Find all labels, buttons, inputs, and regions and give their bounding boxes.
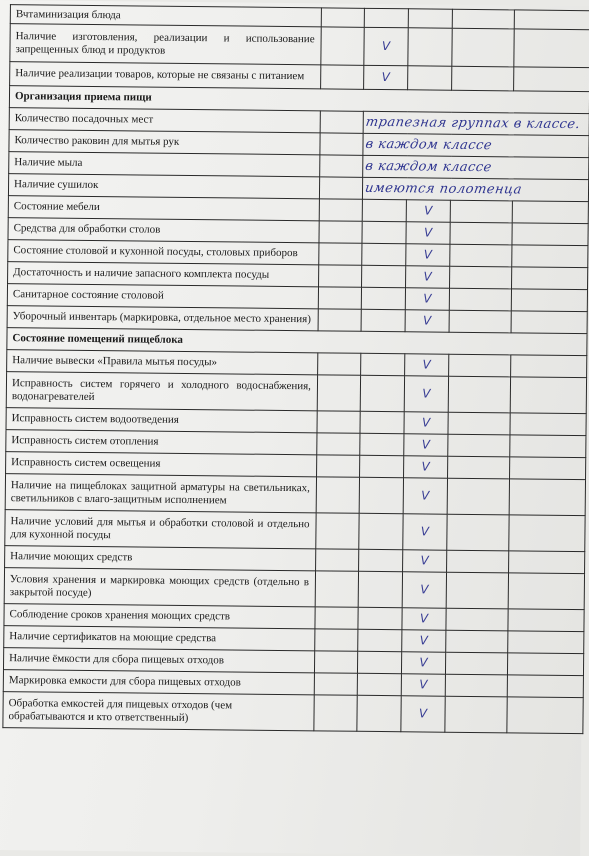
- empty-cell: [315, 571, 358, 607]
- row-label: Состояние мебели: [8, 196, 319, 221]
- empty-cell: [448, 412, 510, 435]
- empty-cell: [316, 549, 359, 571]
- row-label: Наличие на пищеблоках защитной арматуры на светильниках, светильников с влаго-защитным исполнением: [5, 474, 316, 513]
- empty-cell: [447, 550, 509, 573]
- empty-cell: [448, 434, 510, 457]
- empty-cell: [511, 311, 587, 334]
- empty-cell: [320, 111, 363, 133]
- empty-cell: [317, 375, 360, 411]
- empty-cell: [446, 572, 508, 609]
- checklist-row: [6, 372, 586, 414]
- empty-cell: [319, 199, 362, 221]
- empty-cell: [452, 66, 514, 91]
- empty-cell: [318, 309, 361, 331]
- empty-cell: [512, 223, 588, 246]
- check-mark: V: [403, 478, 447, 514]
- empty-cell: [511, 355, 587, 378]
- empty-cell: [357, 673, 401, 695]
- empty-cell: [512, 201, 588, 224]
- empty-cell: [446, 608, 508, 631]
- empty-cell: [448, 376, 510, 413]
- empty-cell: [362, 199, 406, 221]
- row-label: Исправность систем горячего и холодного водоснабжения, водонагревателей: [6, 372, 317, 411]
- empty-cell: [509, 515, 585, 552]
- check-mark: V: [404, 376, 448, 412]
- handwritten-note-text: имеются полотенца: [363, 180, 524, 198]
- handwritten-note: [363, 155, 589, 179]
- check-mark: V: [406, 266, 450, 288]
- empty-cell: [315, 607, 358, 629]
- check-mark: V: [403, 514, 447, 550]
- row-label: Вчтаминизация блюда: [10, 5, 321, 27]
- check-mark: V: [403, 550, 447, 572]
- handwritten-note: [363, 111, 589, 135]
- check-mark: V: [401, 696, 445, 732]
- empty-cell: [510, 457, 586, 480]
- checklist-row: [3, 692, 583, 734]
- empty-cell: [319, 265, 362, 287]
- empty-cell: [321, 8, 364, 27]
- empty-cell: [447, 478, 509, 515]
- empty-cell: [509, 551, 585, 574]
- empty-cell: [362, 221, 406, 243]
- check-mark: V: [406, 222, 450, 244]
- empty-cell: [360, 433, 404, 455]
- empty-cell: [314, 695, 357, 731]
- empty-cell: [509, 479, 585, 516]
- empty-cell: [450, 266, 512, 289]
- handwritten-note-text: трапезная группах в классе.: [364, 114, 582, 133]
- empty-cell: [510, 377, 586, 414]
- check-mark: V: [402, 630, 446, 652]
- check-mark: V: [405, 310, 449, 332]
- row-label: Достаточность и наличие запасного комплекта посуды: [8, 262, 319, 287]
- row-label: Наличие ёмкости для сбора пищевых отходов: [3, 648, 314, 673]
- empty-cell: [316, 477, 359, 513]
- row-label: Наличие моющих средств: [5, 546, 316, 571]
- row-label: Количество посадочных мест: [9, 108, 320, 133]
- check-mark: V: [402, 608, 446, 630]
- empty-cell: [508, 573, 584, 610]
- handwritten-note-text: в каждом классе: [364, 158, 493, 176]
- handwritten-note: [363, 133, 589, 157]
- empty-cell: [514, 10, 589, 30]
- row-label: Наличие реализации товаров, которые не связаны с питанием: [10, 62, 321, 89]
- empty-cell: [512, 245, 588, 268]
- checklist-row: [4, 568, 584, 610]
- empty-cell: [450, 244, 512, 267]
- check-mark: V: [406, 244, 450, 266]
- empty-cell: [361, 309, 405, 331]
- empty-cell: [408, 66, 452, 90]
- empty-cell: [362, 243, 406, 265]
- row-label: Исправность систем водоотведения: [6, 408, 317, 433]
- check-mark: V: [401, 674, 445, 696]
- empty-cell: [358, 571, 402, 607]
- check-mark: V: [404, 434, 448, 456]
- checklist-row: [5, 510, 585, 552]
- empty-cell: [408, 9, 452, 28]
- row-label: Наличие изготовления, реализации и использование запрещенных блюд и продуктов: [10, 24, 321, 65]
- empty-cell: [317, 455, 360, 477]
- empty-cell: [357, 651, 401, 673]
- empty-cell: [362, 265, 406, 287]
- empty-cell: [360, 455, 404, 477]
- handwritten-note: [362, 177, 588, 201]
- empty-cell: [320, 155, 363, 177]
- empty-cell: [319, 177, 362, 199]
- empty-cell: [508, 609, 584, 632]
- empty-cell: [448, 456, 510, 479]
- row-label: Наличие сушилок: [8, 174, 319, 199]
- row-label: Количество раковин для мытья рук: [9, 130, 320, 155]
- empty-cell: [514, 29, 589, 68]
- empty-cell: [321, 27, 364, 65]
- check-mark: V: [406, 200, 450, 222]
- check-mark: V: [404, 412, 448, 434]
- row-label: Условия хранения и маркировка моющих средств (отдельно в закрытой посуде): [4, 568, 315, 607]
- empty-cell: [318, 287, 361, 309]
- empty-cell: [449, 354, 511, 377]
- empty-cell: [512, 267, 588, 290]
- row-label: Наличие вывески «Правила мытья посуды»: [7, 350, 318, 375]
- row-label: Обработка емкостей для пищевых отходов (чем обрабатываются и кто ответственный): [3, 692, 314, 731]
- row-label: Наличие сертификатов на моющие средства: [4, 626, 315, 651]
- check-mark: V: [404, 456, 448, 478]
- handwritten-note-text: в каждом классе: [364, 136, 494, 154]
- empty-cell: [360, 411, 404, 433]
- row-label: Исправность систем освещения: [6, 452, 317, 477]
- empty-cell: [507, 675, 583, 698]
- row-label: Наличие мыла: [9, 152, 320, 177]
- empty-cell: [357, 695, 401, 731]
- empty-cell: [317, 433, 360, 455]
- row-label: Наличие условий для мытья и обработки столовой и отдельно для кухонной посуды: [5, 510, 316, 549]
- empty-cell: [314, 651, 357, 673]
- empty-cell: [358, 629, 402, 651]
- check-mark: V: [405, 354, 449, 376]
- empty-cell: [359, 477, 403, 513]
- empty-cell: [446, 630, 508, 653]
- empty-cell: [452, 28, 514, 67]
- empty-cell: [359, 513, 403, 549]
- row-label: Состояние столовой и кухонной посуды, столовых приборов: [8, 240, 319, 265]
- empty-cell: [514, 67, 589, 92]
- empty-cell: [361, 353, 405, 375]
- row-label: Исправность систем отопления: [6, 430, 317, 455]
- empty-cell: [445, 696, 507, 733]
- empty-cell: [359, 549, 403, 571]
- empty-cell: [511, 289, 587, 312]
- empty-cell: [507, 653, 583, 676]
- empty-cell: [320, 133, 363, 155]
- check-mark: V: [405, 288, 449, 310]
- empty-cell: [315, 629, 358, 651]
- checklist-row: [10, 24, 589, 68]
- section-title: Состояние помещений пищеблока: [7, 328, 587, 356]
- empty-cell: [445, 652, 507, 675]
- empty-cell: [314, 673, 357, 695]
- check-mark: V: [401, 652, 445, 674]
- empty-cell: [510, 413, 586, 436]
- empty-cell: [360, 375, 404, 411]
- empty-cell: [358, 607, 402, 629]
- empty-cell: [452, 9, 514, 29]
- empty-cell: [408, 28, 452, 66]
- check-mark: V: [364, 27, 408, 65]
- empty-cell: [507, 697, 583, 734]
- row-label: Средства для обработки столов: [8, 218, 319, 243]
- checklist-row: [5, 474, 585, 516]
- row-label: Санитарное состояние столовой: [7, 284, 318, 309]
- empty-cell: [447, 514, 509, 551]
- empty-cell: [450, 200, 512, 223]
- inspection-table: [2, 4, 589, 734]
- empty-cell: [508, 631, 584, 654]
- empty-cell: [510, 435, 586, 458]
- empty-cell: [319, 221, 362, 243]
- empty-cell: [317, 411, 360, 433]
- empty-cell: [364, 8, 408, 27]
- row-label: Соблюдение сроков хранения моющих средств: [4, 604, 315, 629]
- empty-cell: [445, 674, 507, 697]
- empty-cell: [361, 287, 405, 309]
- empty-cell: [319, 243, 362, 265]
- row-label: Уборочный инвентарь (маркировка, отдельное место хранения): [7, 306, 318, 331]
- empty-cell: [318, 353, 361, 375]
- empty-cell: [321, 65, 364, 89]
- empty-cell: [450, 222, 512, 245]
- section-title: Организация приема пищи: [9, 86, 589, 114]
- row-label: Маркировка емкости для сбора пищевых отходов: [3, 670, 314, 695]
- empty-cell: [449, 288, 511, 311]
- check-mark: V: [364, 65, 408, 89]
- empty-cell: [449, 310, 511, 333]
- check-mark: V: [402, 572, 446, 608]
- empty-cell: [316, 513, 359, 549]
